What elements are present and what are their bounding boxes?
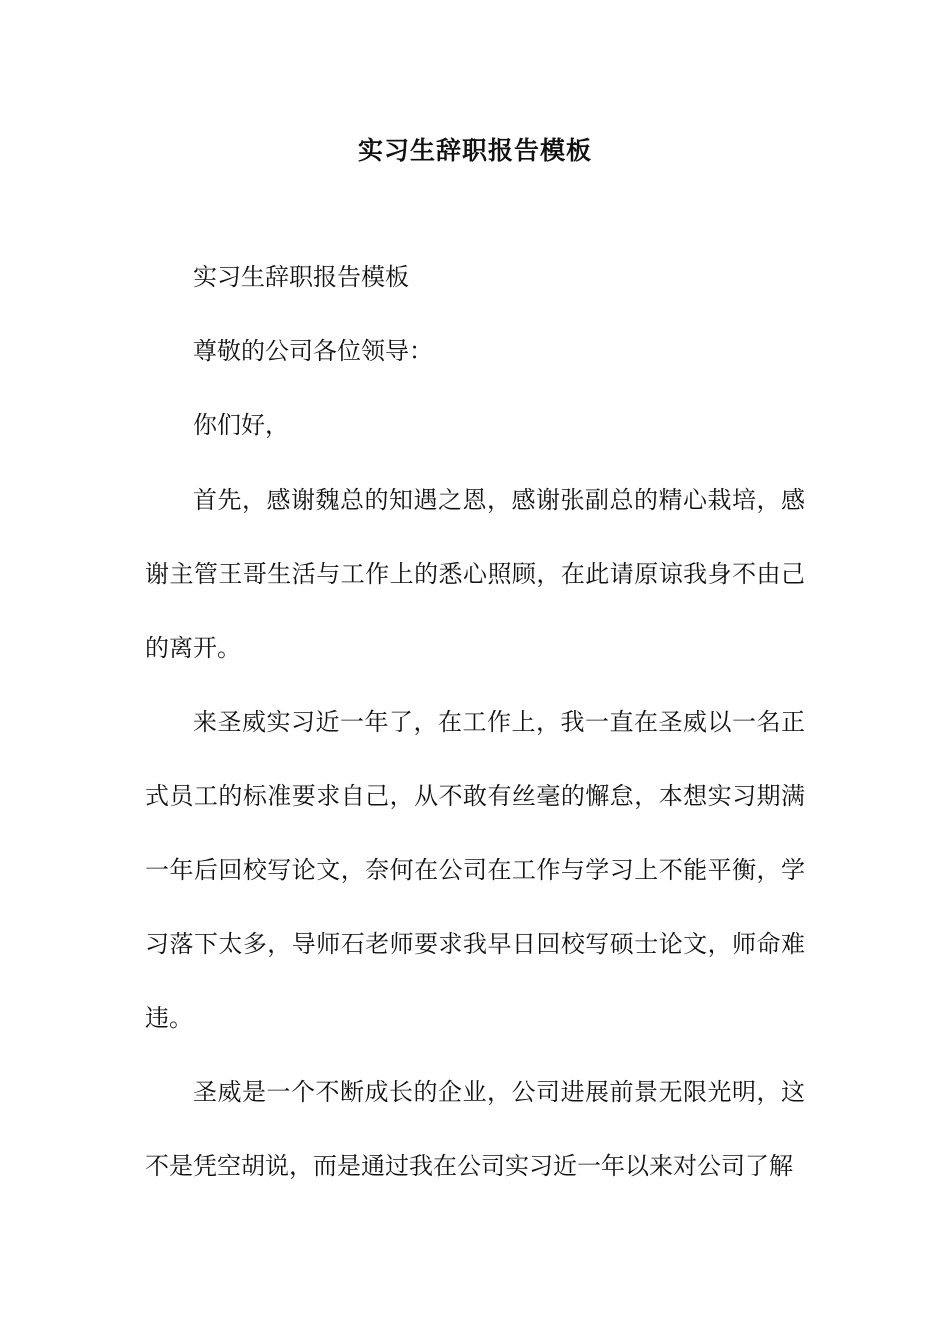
document-body [145, 255, 805, 1217]
paragraph-reason: 来圣威实习近一年了，在工作上，我一直在圣威以一名正式员工的标准要求自己，从不敢有丝毫的懈怠，本想实习期满一年后回校写论文，奈何在公司在工作与学习上不能平衡，学习落下太多，导师石老师要求我早日回校写硕士论文，师命难违。 [145, 708, 805, 1032]
paragraph-salutation: 尊敬的公司各位领导： [193, 337, 433, 365]
paragraph-thanks: 首先，感谢魏总的知遇之恩，感谢张副总的精心栽培，感谢主管王哥生活与工作上的悉心照顾，在此请原谅我身不由己的离开。 [145, 486, 805, 662]
paragraph-heading: 实习生辞职报告模板 [193, 263, 409, 291]
document-title: 实习生辞职报告模板 [357, 136, 592, 165]
paragraph-company: 圣威是一个不断成长的企业，公司进展前景无限光明，这不是凭空胡说，而是通过我在公司实习近一年以来对公司了解 [145, 1078, 805, 1180]
paragraph-greeting: 你们好， [193, 411, 289, 439]
